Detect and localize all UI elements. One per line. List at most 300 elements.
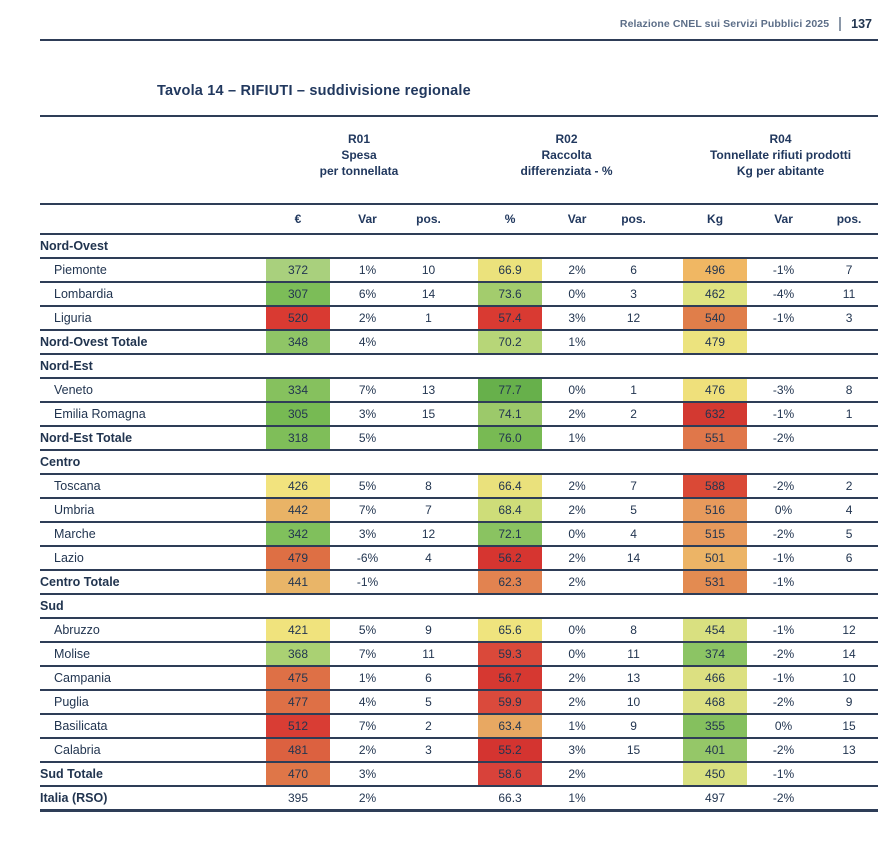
column-gap	[452, 762, 478, 786]
column-gap	[655, 786, 683, 811]
r01-value: 318	[266, 426, 330, 450]
r01-value: 305	[266, 402, 330, 426]
r01-var: 3%	[358, 767, 377, 781]
region-label: Calabria	[54, 743, 101, 757]
region-label: Nord-Est Totale	[40, 431, 133, 445]
column-gap	[452, 738, 478, 762]
r02-value: 66.9	[478, 258, 542, 282]
region-label: Nord-Ovest Totale	[40, 335, 148, 349]
r01-var: 2%	[358, 311, 377, 325]
r02-var: 0%	[568, 623, 586, 637]
r02-pos: 9	[630, 719, 637, 733]
r04-value: 551	[683, 426, 747, 450]
subheader-pct: %	[504, 212, 516, 226]
r02-pos	[612, 762, 655, 786]
r04-pos	[820, 570, 878, 594]
r02-label-line1: Raccolta	[541, 147, 592, 162]
r02-pos: 14	[626, 551, 641, 565]
r01-pos	[405, 426, 452, 450]
r01-var: 5%	[358, 431, 377, 445]
table-body	[40, 234, 878, 811]
column-gap	[655, 306, 683, 330]
table-row	[40, 546, 878, 570]
r01-value: 475	[266, 666, 330, 690]
r01-label-line1: Spesa	[341, 147, 377, 162]
r01-pos: 8	[425, 479, 432, 493]
r02-var: 0%	[568, 383, 586, 397]
r02-var: 3%	[568, 311, 586, 325]
r02-pos: 15	[626, 743, 641, 757]
r04-pos: 10	[842, 671, 856, 685]
table-row	[40, 426, 878, 450]
r01-pos: 12	[421, 527, 436, 541]
column-gap	[655, 402, 683, 426]
column-gap	[452, 426, 478, 450]
column-gap	[452, 642, 478, 666]
r01-var: 7%	[358, 647, 377, 661]
r02-var: 0%	[568, 647, 586, 661]
column-group-header-row	[40, 116, 878, 204]
section-label: Sud	[40, 599, 64, 613]
col-group-r04	[683, 116, 878, 204]
column-gap	[655, 378, 683, 402]
r01-value: 342	[266, 522, 330, 546]
r04-value: 401	[683, 738, 747, 762]
column-gap	[655, 282, 683, 306]
region-label: Toscana	[54, 479, 101, 493]
r02-var: 0%	[568, 287, 586, 301]
r01-pos: 14	[421, 287, 436, 301]
r04-pos: 15	[842, 719, 856, 733]
r04-var: -4%	[772, 287, 795, 301]
table-row	[40, 474, 878, 498]
table-row	[40, 618, 878, 642]
r02-value: 66.4	[478, 474, 542, 498]
section-label: Centro	[40, 455, 81, 469]
r04-pos	[820, 330, 878, 354]
column-gap	[452, 786, 478, 811]
subheader-row	[40, 204, 878, 234]
r01-var: 1%	[358, 671, 377, 685]
r04-value: 496	[683, 258, 747, 282]
r01-var: 6%	[358, 287, 377, 301]
r04-pos: 11	[842, 287, 856, 301]
r01-var: 5%	[358, 479, 377, 493]
column-gap	[655, 738, 683, 762]
table-row	[40, 690, 878, 714]
r04-var: -1%	[772, 671, 795, 685]
group-gap	[452, 204, 478, 234]
r02-var: 1%	[568, 791, 586, 805]
table-row	[40, 330, 878, 354]
r02-var: 2%	[568, 407, 586, 421]
column-gap	[655, 426, 683, 450]
table-row	[40, 306, 878, 330]
column-gap	[655, 522, 683, 546]
r02-value: 56.7	[478, 666, 542, 690]
r01-var: 2%	[358, 791, 377, 805]
region-label: Centro Totale	[40, 575, 120, 589]
subheader-pos-2: pos.	[621, 212, 646, 226]
region-label: Puglia	[54, 695, 89, 709]
column-gap	[452, 474, 478, 498]
r01-var: 7%	[358, 383, 377, 397]
r04-value: 466	[683, 666, 747, 690]
col-group-r02	[478, 116, 655, 204]
column-gap	[655, 474, 683, 498]
r01-var: 4%	[358, 335, 377, 349]
r02-value: 72.1	[478, 522, 542, 546]
region-label: Veneto	[54, 383, 93, 397]
table-row	[40, 714, 878, 738]
table-row	[40, 258, 878, 282]
r02-var: 2%	[568, 503, 586, 517]
r02-pos	[612, 330, 655, 354]
r04-pos: 9	[845, 695, 853, 709]
r02-pos	[612, 786, 655, 811]
r04-var: 0%	[774, 503, 793, 517]
r02-value: 62.3	[478, 570, 542, 594]
r04-value: 450	[683, 762, 747, 786]
rifiuti-table	[40, 115, 878, 812]
r04-var: -2%	[772, 743, 795, 757]
r01-pos	[405, 762, 452, 786]
r01-pos	[405, 330, 452, 354]
column-gap	[452, 570, 478, 594]
r01-var: -6%	[356, 551, 379, 565]
subheader-kg: Kg	[707, 212, 724, 226]
region-label: Marche	[54, 527, 96, 541]
region-label: Emilia Romagna	[54, 407, 146, 421]
r04-value: 479	[683, 330, 747, 354]
r02-var: 2%	[568, 551, 586, 565]
r01-value: 307	[266, 282, 330, 306]
r01-var: 3%	[358, 527, 377, 541]
region-label: Umbria	[54, 503, 95, 517]
r01-value: 395	[287, 791, 309, 805]
group-gap	[452, 116, 478, 204]
r02-var: 2%	[568, 263, 586, 277]
r04-pos: 1	[845, 407, 853, 421]
column-gap	[452, 258, 478, 282]
column-gap	[452, 714, 478, 738]
r01-value: 512	[266, 714, 330, 738]
column-gap	[452, 402, 478, 426]
r01-pos: 6	[425, 671, 432, 685]
r01-value: 348	[266, 330, 330, 354]
r02-pos: 11	[627, 647, 640, 661]
table-row	[40, 378, 878, 402]
column-gap	[655, 330, 683, 354]
r02-value: 73.6	[478, 282, 542, 306]
r01-var: 5%	[358, 623, 377, 637]
r01-pos: 2	[425, 719, 432, 733]
region-label: Campania	[54, 671, 111, 685]
column-gap	[452, 522, 478, 546]
r01-value: 442	[266, 498, 330, 522]
column-gap	[452, 666, 478, 690]
r02-pos: 8	[630, 623, 637, 637]
r04-pos: 12	[842, 623, 856, 637]
r04-var: -1%	[772, 623, 795, 637]
r01-var: 7%	[358, 719, 377, 733]
column-gap	[452, 330, 478, 354]
r04-var: -1%	[772, 551, 795, 565]
r01-var: -1%	[356, 575, 379, 589]
r02-var: 1%	[568, 719, 586, 733]
column-gap	[655, 762, 683, 786]
r02-value: 70.2	[478, 330, 542, 354]
r02-var: 0%	[568, 527, 586, 541]
r04-var: 0%	[774, 719, 793, 733]
r04-pos	[820, 426, 878, 450]
header-rule	[40, 39, 878, 41]
table-row	[40, 642, 878, 666]
r02-value: 55.2	[478, 738, 542, 762]
r01-value: 334	[266, 378, 330, 402]
r01-pos: 3	[425, 743, 432, 757]
r02-var: 1%	[568, 431, 586, 445]
table-title: Tavola 14 – RIFIUTI – suddivisione regionale	[157, 83, 471, 99]
r02-label-line2: differenziata - %	[520, 164, 613, 179]
r04-var: -1%	[772, 311, 795, 325]
r02-value: 77.7	[478, 378, 542, 402]
r04-value: 515	[683, 522, 747, 546]
r02-pos: 4	[630, 527, 637, 541]
r04-var: -2%	[772, 527, 795, 541]
table-row	[40, 762, 878, 786]
column-gap	[452, 498, 478, 522]
r02-pos: 3	[630, 287, 637, 301]
r01-var: 2%	[358, 743, 377, 757]
r02-value: 63.4	[478, 714, 542, 738]
r04-value: 632	[683, 402, 747, 426]
r01-pos: 5	[425, 695, 432, 709]
r04-value: 531	[683, 570, 747, 594]
group-gap	[655, 116, 683, 204]
r01-value: 470	[266, 762, 330, 786]
table-row	[40, 786, 878, 811]
r04-pos: 6	[845, 551, 853, 565]
r04-code: R04	[769, 131, 792, 146]
r04-var: -2%	[772, 695, 795, 709]
group-gap	[655, 204, 683, 234]
r04-value: 468	[683, 690, 747, 714]
column-gap	[655, 642, 683, 666]
region-label: Basilicata	[54, 719, 108, 733]
r01-pos: 10	[421, 263, 436, 277]
r02-value: 66.3	[498, 791, 522, 805]
r04-var: -2%	[772, 431, 795, 445]
r02-code: R02	[555, 131, 578, 146]
region-label: Lombardia	[54, 287, 114, 301]
table-row	[40, 522, 878, 546]
region-label: Sud Totale	[40, 767, 103, 781]
r02-value: 59.9	[478, 690, 542, 714]
r01-code: R01	[348, 131, 371, 146]
r01-pos: 15	[421, 407, 436, 421]
region-label: Abruzzo	[54, 623, 100, 637]
subheader-pos-3: pos.	[836, 212, 862, 226]
section-row	[40, 450, 878, 474]
r04-pos: 2	[845, 479, 853, 493]
r01-pos	[405, 786, 452, 811]
column-gap	[452, 378, 478, 402]
column-gap	[655, 258, 683, 282]
subheader-var-2: Var	[567, 212, 587, 226]
r01-value: 441	[266, 570, 330, 594]
r02-var: 3%	[568, 743, 586, 757]
r04-var: -3%	[772, 383, 795, 397]
r02-var: 2%	[568, 767, 586, 781]
section-label: Nord-Est	[40, 359, 93, 373]
column-gap	[452, 690, 478, 714]
r01-pos	[405, 570, 452, 594]
r02-var: 2%	[568, 695, 586, 709]
column-gap	[655, 570, 683, 594]
column-gap	[655, 618, 683, 642]
r04-value: 497	[705, 791, 726, 805]
r02-pos: 5	[630, 503, 637, 517]
r04-var: -1%	[772, 407, 795, 421]
r02-pos: 13	[626, 671, 641, 685]
column-gap	[655, 666, 683, 690]
r04-pos: 14	[842, 647, 856, 661]
table-row	[40, 282, 878, 306]
r02-pos: 7	[630, 479, 637, 493]
r04-pos: 8	[845, 383, 853, 397]
r02-value: 68.4	[478, 498, 542, 522]
region-label: Lazio	[54, 551, 84, 565]
table-row	[40, 498, 878, 522]
report-title: Relazione CNEL sui Servizi Pubblici 2025	[619, 18, 830, 30]
section-row	[40, 594, 878, 618]
r02-value: 76.0	[478, 426, 542, 450]
table-row	[40, 402, 878, 426]
r02-pos: 1	[630, 383, 637, 397]
column-gap	[655, 690, 683, 714]
table-row	[40, 570, 878, 594]
region-column-header	[40, 116, 266, 204]
section-label: Nord-Ovest	[40, 239, 109, 253]
r04-pos	[820, 786, 878, 811]
r01-label-line2: per tonnellata	[319, 164, 399, 179]
region-subheader	[40, 204, 266, 234]
r04-pos: 13	[842, 743, 856, 757]
table-row	[40, 666, 878, 690]
r04-pos: 3	[845, 311, 853, 325]
page-number: 137	[851, 17, 872, 31]
r02-value: 58.6	[478, 762, 542, 786]
r04-var	[747, 330, 820, 354]
r02-var: 1%	[568, 335, 586, 349]
r01-value: 426	[266, 474, 330, 498]
r04-value: 454	[683, 618, 747, 642]
r04-value: 476	[683, 378, 747, 402]
r04-pos: 7	[845, 263, 853, 277]
header-divider	[839, 17, 841, 31]
r04-value: 462	[683, 282, 747, 306]
r01-pos: 9	[425, 623, 432, 637]
subheader-eur: €	[294, 212, 302, 226]
r02-pos: 2	[630, 407, 637, 421]
r04-value: 588	[683, 474, 747, 498]
region-label: Piemonte	[54, 263, 107, 277]
r04-value: 355	[683, 714, 747, 738]
r04-value: 501	[683, 546, 747, 570]
r04-var: -2%	[772, 791, 795, 805]
r01-value: 481	[266, 738, 330, 762]
r02-pos: 6	[630, 263, 637, 277]
r04-value: 540	[683, 306, 747, 330]
r04-pos: 5	[845, 527, 853, 541]
running-header	[40, 12, 882, 36]
r01-pos: 1	[425, 311, 432, 325]
r04-value: 516	[683, 498, 747, 522]
subheader-var-1: Var	[358, 212, 377, 226]
r01-var: 1%	[358, 263, 377, 277]
r02-var: 2%	[568, 479, 586, 493]
r02-var: 2%	[568, 671, 586, 685]
table-row	[40, 738, 878, 762]
r04-label-line1: Tonnellate rifiuti prodotti	[709, 147, 852, 162]
r02-value: 56.2	[478, 546, 542, 570]
r02-value: 65.6	[478, 618, 542, 642]
r01-pos: 4	[425, 551, 432, 565]
r02-value: 74.1	[478, 402, 542, 426]
region-label: Liguria	[54, 311, 92, 325]
r02-pos: 10	[626, 695, 641, 709]
r02-pos	[612, 570, 655, 594]
r04-var: -1%	[772, 575, 795, 589]
r04-var: -1%	[772, 263, 795, 277]
r04-pos	[820, 762, 878, 786]
r04-var: -2%	[772, 479, 795, 493]
r04-value: 374	[683, 642, 747, 666]
r01-value: 372	[266, 258, 330, 282]
r02-value: 57.4	[478, 306, 542, 330]
column-gap	[452, 282, 478, 306]
subheader-pos-1: pos.	[416, 212, 441, 226]
section-row	[40, 354, 878, 378]
section-row	[40, 234, 878, 258]
column-gap	[655, 714, 683, 738]
r04-label-line2: Kg per abitante	[736, 164, 825, 179]
r01-value: 477	[266, 690, 330, 714]
r01-var: 4%	[358, 695, 377, 709]
r01-value: 421	[266, 618, 330, 642]
r04-var: -1%	[772, 767, 795, 781]
r02-value: 59.3	[478, 642, 542, 666]
r01-value: 520	[266, 306, 330, 330]
r01-value: 368	[266, 642, 330, 666]
column-gap	[452, 306, 478, 330]
column-gap	[655, 498, 683, 522]
r01-pos: 11	[422, 647, 435, 661]
r02-var: 2%	[568, 575, 586, 589]
region-label: Molise	[54, 647, 91, 661]
subheader-var-3: Var	[774, 212, 793, 226]
r01-value: 479	[266, 546, 330, 570]
r01-var: 7%	[358, 503, 377, 517]
column-gap	[655, 546, 683, 570]
r02-pos: 12	[626, 311, 641, 325]
r01-var: 3%	[358, 407, 377, 421]
column-gap	[452, 546, 478, 570]
r04-var: -2%	[772, 647, 795, 661]
column-gap	[452, 618, 478, 642]
r04-pos: 4	[845, 503, 853, 517]
